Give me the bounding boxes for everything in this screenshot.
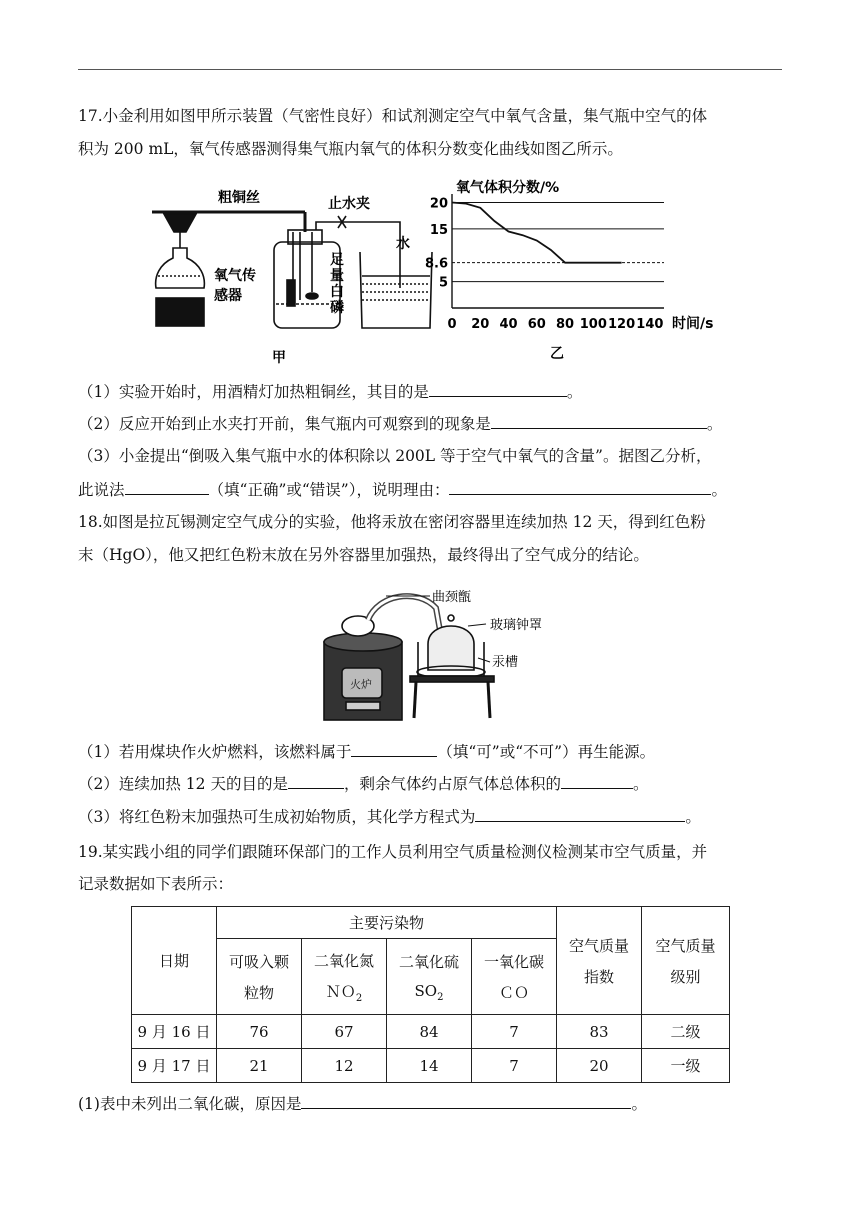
q18-sub1 <box>78 741 782 762</box>
oxygen-chart-yi <box>420 172 730 362</box>
table-row <box>132 1049 730 1083</box>
chart-y-tick-label: 20 <box>429 196 448 212</box>
cell-pm: 21 <box>217 1049 302 1083</box>
cell-pm: 76 <box>217 1015 302 1049</box>
q17-sub1-blank[interactable] <box>429 381 567 397</box>
q18-sub2-mid: ，剩余气体约占原气体总体积的 <box>343 775 561 793</box>
th-so2-line1: 二氧化硫 <box>398 952 459 971</box>
th-so2-formula: SO <box>414 981 438 1000</box>
label-mercury-trough: 汞槽 <box>492 655 519 670</box>
q17-sub3-blank-b[interactable] <box>449 479 711 495</box>
lavoisier-apparatus-figure <box>318 584 554 724</box>
label-retort: 曲颈甑 <box>432 590 472 605</box>
th-co <box>472 939 557 1015</box>
q19-stem-line2: 记录数据如下表所示： <box>78 875 234 893</box>
chart-x-tick-label: 20 <box>471 317 490 332</box>
q19-sub1-blank[interactable] <box>301 1093 631 1109</box>
q17-sub2-end: 。 <box>706 415 723 433</box>
q18-sub2-blank-b[interactable] <box>561 773 633 789</box>
q18-sub3-text: （3）将红色粉末加强热可生成初始物质，其化学方程式为 <box>78 808 476 826</box>
label-sensor-2: 感器 <box>214 288 242 304</box>
th-no2-line1: 二氧化氮 <box>313 951 374 970</box>
cell-so2: 84 <box>387 1015 472 1049</box>
label-bell-jar: 玻璃钟罩 <box>490 618 543 633</box>
cell-no2: 12 <box>302 1049 387 1083</box>
th-no2 <box>302 939 387 1015</box>
chart-x-tick-label: 0 <box>447 317 457 332</box>
caption-yi: 乙 <box>550 346 564 362</box>
cell-co: 7 <box>472 1015 557 1049</box>
q19-sub1-end: 。 <box>631 1095 647 1113</box>
q17-sub3-line1: （3）小金提出“倒吸入集气瓶中水的体积除以 200L 等于空气中氧气的含量”。据图乙分析， <box>78 447 712 465</box>
q19-stem-line1: 19.某实践小组的同学们跟随环保部门的工作人员利用空气质量检测仪检测某市空气质量，并 <box>78 843 708 861</box>
th-pm-line2: 粒物 <box>243 983 274 1002</box>
chart-xlabel: 时间/s <box>672 316 714 332</box>
th-co-line2: ＣＯ <box>498 983 529 1002</box>
q18-stem-line2: 末（HgO），他又把红色粉末放在另外容器里加强热，最终得出了空气成分的结论。 <box>78 546 649 564</box>
q17-sub2-text: （2）反应开始到止水夹打开前，集气瓶内可观察到的现象是 <box>78 415 491 433</box>
th-pm <box>217 939 302 1015</box>
label-clamp: 止水夹 <box>328 196 370 212</box>
q19-sub1-text: (1)表中未列出二氧化碳，原因是 <box>78 1095 302 1113</box>
th-so2-subscript: 2 <box>437 991 444 1003</box>
th-so2 <box>387 939 472 1015</box>
th-pm-line1: 可吸入颗 <box>228 952 289 971</box>
q17-sub2-blank[interactable] <box>491 413 707 429</box>
th-aqi <box>557 907 642 1015</box>
cell-aqi: 20 <box>557 1049 642 1083</box>
cell-co: 7 <box>472 1049 557 1083</box>
table-row <box>132 1015 730 1049</box>
label-furnace: 火炉 <box>350 678 372 691</box>
cell-level: 一级 <box>642 1049 730 1083</box>
q18-sub2-blank-a[interactable] <box>288 773 344 789</box>
chart-x-tick-label: 80 <box>556 317 575 332</box>
th-no2-formula: ＮＯ <box>325 982 356 1001</box>
q17-sub1-end: 。 <box>566 383 583 401</box>
q18-sub2 <box>78 773 782 794</box>
th-level-line2: 级别 <box>670 967 701 986</box>
q18-sub3-blank[interactable] <box>475 806 685 822</box>
q17-sub3-line2 <box>78 479 782 500</box>
label-phosphorus-4: 磷 <box>330 300 344 316</box>
q17-sub3-end: 。 <box>711 481 727 499</box>
cell-so2: 14 <box>387 1049 472 1083</box>
th-date: 日期 <box>132 907 217 1015</box>
label-phosphorus-1: 足 <box>330 252 344 268</box>
cell-level: 二级 <box>642 1015 730 1049</box>
q17-stem-line2: 积为 200 mL，氧气传感器测得集气瓶内氧气的体积分数变化曲线如图乙所示。 <box>78 140 623 158</box>
chart-y-tick-label: 15 <box>429 222 448 238</box>
label-sensor-1: 氧气传 <box>214 268 256 284</box>
th-aqi-line2: 指数 <box>583 967 614 986</box>
q18-sub2-text: （2）连续加热 12 天的目的是 <box>78 775 288 793</box>
apparatus-figure-jia <box>140 180 440 366</box>
q19-sub1 <box>78 1093 782 1114</box>
q17-sub3-text: 此说法 <box>78 481 125 499</box>
q17-sub3-blank-a[interactable] <box>125 479 209 495</box>
chart-x-tick-label: 40 <box>499 317 518 332</box>
th-pollutants: 主要污染物 <box>217 907 557 939</box>
label-phosphorus-2: 量 <box>330 268 344 284</box>
th-co-line1: 一氧化碳 <box>483 952 544 971</box>
chart-y-tick-label: 8.6 <box>424 256 448 272</box>
caption-jia: 甲 <box>272 350 286 366</box>
chart-series-line <box>452 203 622 263</box>
air-quality-table <box>131 906 730 1083</box>
cell-aqi: 83 <box>557 1015 642 1049</box>
chart-x-tick-label: 100 <box>579 317 607 332</box>
q17-sub2 <box>78 413 782 434</box>
q18-stem-line1: 18.如图是拉瓦锡测定空气成分的实验，他将汞放在密闭容器里连续加热 12 天，得到红色粉 <box>78 513 706 531</box>
label-copper-wire: 粗铜丝 <box>218 190 260 206</box>
q17-sub1-text: （1）实验开始时，用酒精灯加热粗铜丝，其目的是 <box>78 383 429 401</box>
q18-sub3-end: 。 <box>685 808 701 826</box>
th-no2-subscript: 2 <box>355 992 363 1004</box>
q17-sub3-mid: （填“正确”或“错误”），说明理由： <box>208 481 450 499</box>
th-level-line1: 空气质量 <box>655 936 716 955</box>
cell-date: 9 月 17 日 <box>132 1049 217 1083</box>
chart-x-tick-label: 120 <box>608 317 636 332</box>
chart-x-tick-label: 60 <box>527 317 546 332</box>
q18-sub1-blank[interactable] <box>351 741 437 757</box>
chart-x-tick-label: 140 <box>636 317 664 332</box>
label-water: 水 <box>396 236 410 252</box>
header-rule <box>78 69 782 70</box>
chart-y-tick-label: 5 <box>438 275 448 291</box>
cell-no2: 67 <box>302 1015 387 1049</box>
q18-sub1-text: （1）若用煤块作火炉燃料，该燃料属于 <box>78 743 352 761</box>
q18-sub3 <box>78 806 782 827</box>
q17-stem-line1: 17.小金利用如图甲所示装置（气密性良好）和试剂测定空气中氧气含量，集气瓶中空气的体 <box>78 107 708 125</box>
q18-sub2-end: 。 <box>632 775 649 793</box>
q18-sub1-end: （填“可”或“不可”）再生能源。 <box>437 743 656 761</box>
label-phosphorus-3: 白 <box>330 284 344 300</box>
cell-date: 9 月 16 日 <box>132 1015 217 1049</box>
th-level <box>642 907 730 1015</box>
chart-ylabel: 氧气体积分数/% <box>456 180 560 196</box>
q17-sub1 <box>78 381 782 402</box>
th-aqi-line1: 空气质量 <box>568 936 629 955</box>
